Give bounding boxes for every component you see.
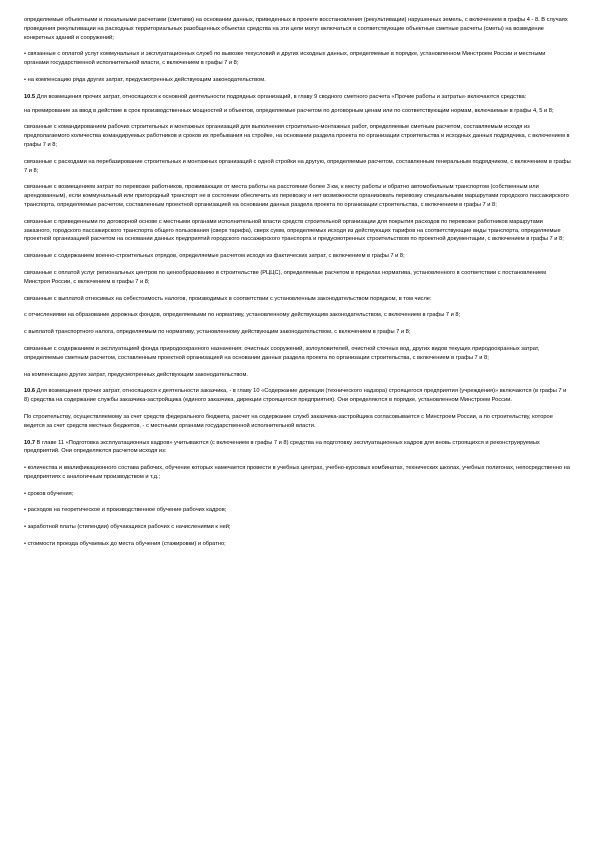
bullet-paragraph: • заработной платы (стипендии) обучающихся рабочих с начислениями к ней;: [24, 524, 231, 531]
paragraph: связанные с расходами на перебазирование строительных и монтажных организаций с одной стройки на другую, определяемые расчетом, составленным генеральным подрядчиком, с включением в графы 7 и 8;: [24, 158, 571, 174]
paragraph: на премирование за ввод в действие в срок производственных мощностей и объектов, определяемые расчетом по договорным ценам или по соответствующим нормам, включаемые в графы 4, 5 и 8;: [24, 107, 554, 114]
paragraph: на компенсацию других затрат, предусмотренных действующим законодательством.: [24, 371, 248, 378]
section-number: 10.5: [24, 93, 36, 100]
section-number: 10.7: [24, 439, 36, 446]
section-paragraph: 10.6 Для возмещения прочих затрат, относящихся к деятельности заказчика, - в главу 10 «Содержание дирекции (технического надзора) строящегося предприятия (учреждения)» включаются (в графы 7 и 8) средства на содержание службы заказчика-застройщика (единого заказчика, дирекции строящегося предприятия). Они определяются в порядке, установленном Минстроем России.: [24, 388, 567, 404]
section-paragraph: 10.5 Для возмещения прочих затрат, относящихся к основной деятельности подрядных организаций, в главу 9 сводного сметного расчета «Прочие работы и затраты» включаются средства:: [24, 93, 527, 100]
paragraph: с выплатой транспортного налога, определяемым по нормативу, установленному действующим законодательством, с включением в графы 7 и 8;: [24, 329, 411, 336]
paragraph: связанные с приведенными по договорной основе с местными органами исполнительной власти средств строительной организации для покрытия расходов по перевозке работников маршрутами заказного, городского пассажирского транспорта общего пользования (сверх тарифа), сверх сумм, определяемых исходя из действующих тарифов на соответствующие виды транспорта, определяемые проектной организацией расчетом на основании данных предприятий городского пассажирского транспорта и предусмотренных строительством по проектной документации, с включением в графы 7 и 8;: [24, 218, 564, 243]
bullet-paragraph: • стоимости проезда обучаемых до места обучения (стажировки) и обратно;: [24, 541, 226, 548]
section-number: 10.6: [24, 388, 36, 395]
paragraph: связанные с содержанием и эксплуатацией фонда природоохранного назначения: очистных сооружений, золоуловителей, очистной сточных вод, других видов текущих природоохранных затрат, определяемые сметным расчетом, составленным проектной организацией на основании данных раздела проекта по организации строительства, с включением в графы 7 и 8;: [24, 345, 540, 361]
bullet-paragraph: • расходов на теоретическое и производственное обучение рабочих кадров;: [24, 507, 227, 514]
paragraph: связанные с выплатой относимых на себестоимость налогов, производимых в соответствии с установленным законодательством порядком, в том числе:: [24, 295, 432, 302]
bullet-paragraph: • на компенсацию ряда других затрат, предусмотренных действующим законодательством.: [24, 76, 266, 83]
section-paragraph: 10.7 В главе 11 «Подготовка эксплуатационных кадров» учитываются (с включением в графы 7 и 8) средства на подготовку эксплуатационных кадров для вновь строящихся и реконструируемых предприятий. Они определяются расчетом исходя из:: [24, 439, 540, 455]
paragraph: определяемые объектными и локальными расчетами (сметами) на основании данных, приведенных в проекте восстановления (рекультивации) нарушенных земель, с включением в графы 4 - 8. В случаях проведения рекультивации на расходных территориальных разобщенных объектах средства на эти цели могут включаться в соответствующие объектные сметные расчеты (сметы) на возведение конкретных зданий и сооружений;: [24, 17, 568, 41]
bullet-paragraph: • связанные с оплатой услуг коммунальных и эксплуатационных служб по вывозке техусловий и других исходных данных, определяемые в порядке, установленном Минстроем России и местными органами государственной исполнительной власти, с включением в графы 7 и 8;: [24, 51, 546, 67]
paragraph: с отчислениями на образование дорожных фондов, определяемыми по нормативу, установленному действующим законодательством, с включением в графы 7 и 8;: [24, 312, 461, 319]
paragraph: связанные с оплатой услуг региональных центров по ценообразованию в строительстве (РЦЦС), определяемые расчетом в пределах норматива, установленного в соответствии с постановлением Минстроя России, с включением в графы 7 и 8;: [24, 269, 547, 285]
paragraph: связанные с содержанием военно-строительных отрядов, определяемые расчетом исходя из фактических затрат, с включением в графы 7 и 8;: [24, 253, 405, 260]
paragraph: связанные с командированием рабочих строительных и монтажных организаций для выполнения строительно-монтажных работ, определяемые сметным расчетом, составляемым исходя из предполагаемого количества командируемых работников и сроков их пребывания на стройке, на основании раздела проекта по организации строительства и исходных данных подрядчика, с включением в графы 7 и 8;: [24, 124, 570, 148]
bullet-paragraph: • количества и квалификационного состава рабочих, обучение которых намечается провести в учебных центрах, учебно-курсовых комбинатах, технических школах, учебных полигонах, непосредственно на предприятиях с аналогичным производством и т.д.;: [24, 465, 570, 480]
bullet-paragraph: • сроков обучения;: [24, 490, 74, 497]
paragraph: связанные с возмещением затрат по перевозке работников, проживающих от места работы на расстоянии более 3 км, к месту работы и обратно автомобильным транспортом (собственным или арендованным), если коммунальный или пригородный транспорт не в состоянии обеспечить их перевозку и нет возможности организовать перевозку специальными маршрутами городского пассажирского транспорта, определяемые расчетом, составленным проектной организацией на основании данных раздела проекта по организации строительства, с включением в графы 7 и 8;: [24, 184, 569, 208]
paragraph: По строительству, осуществляемому за счет средств федерального бюджета, расчет на содержание служб заказчика-застройщика согласовывается с Минстроем России, а по строительству, которое ведется за счет средств местных бюджетов, - с местными органами государственной исполнительной власти.: [24, 413, 553, 429]
